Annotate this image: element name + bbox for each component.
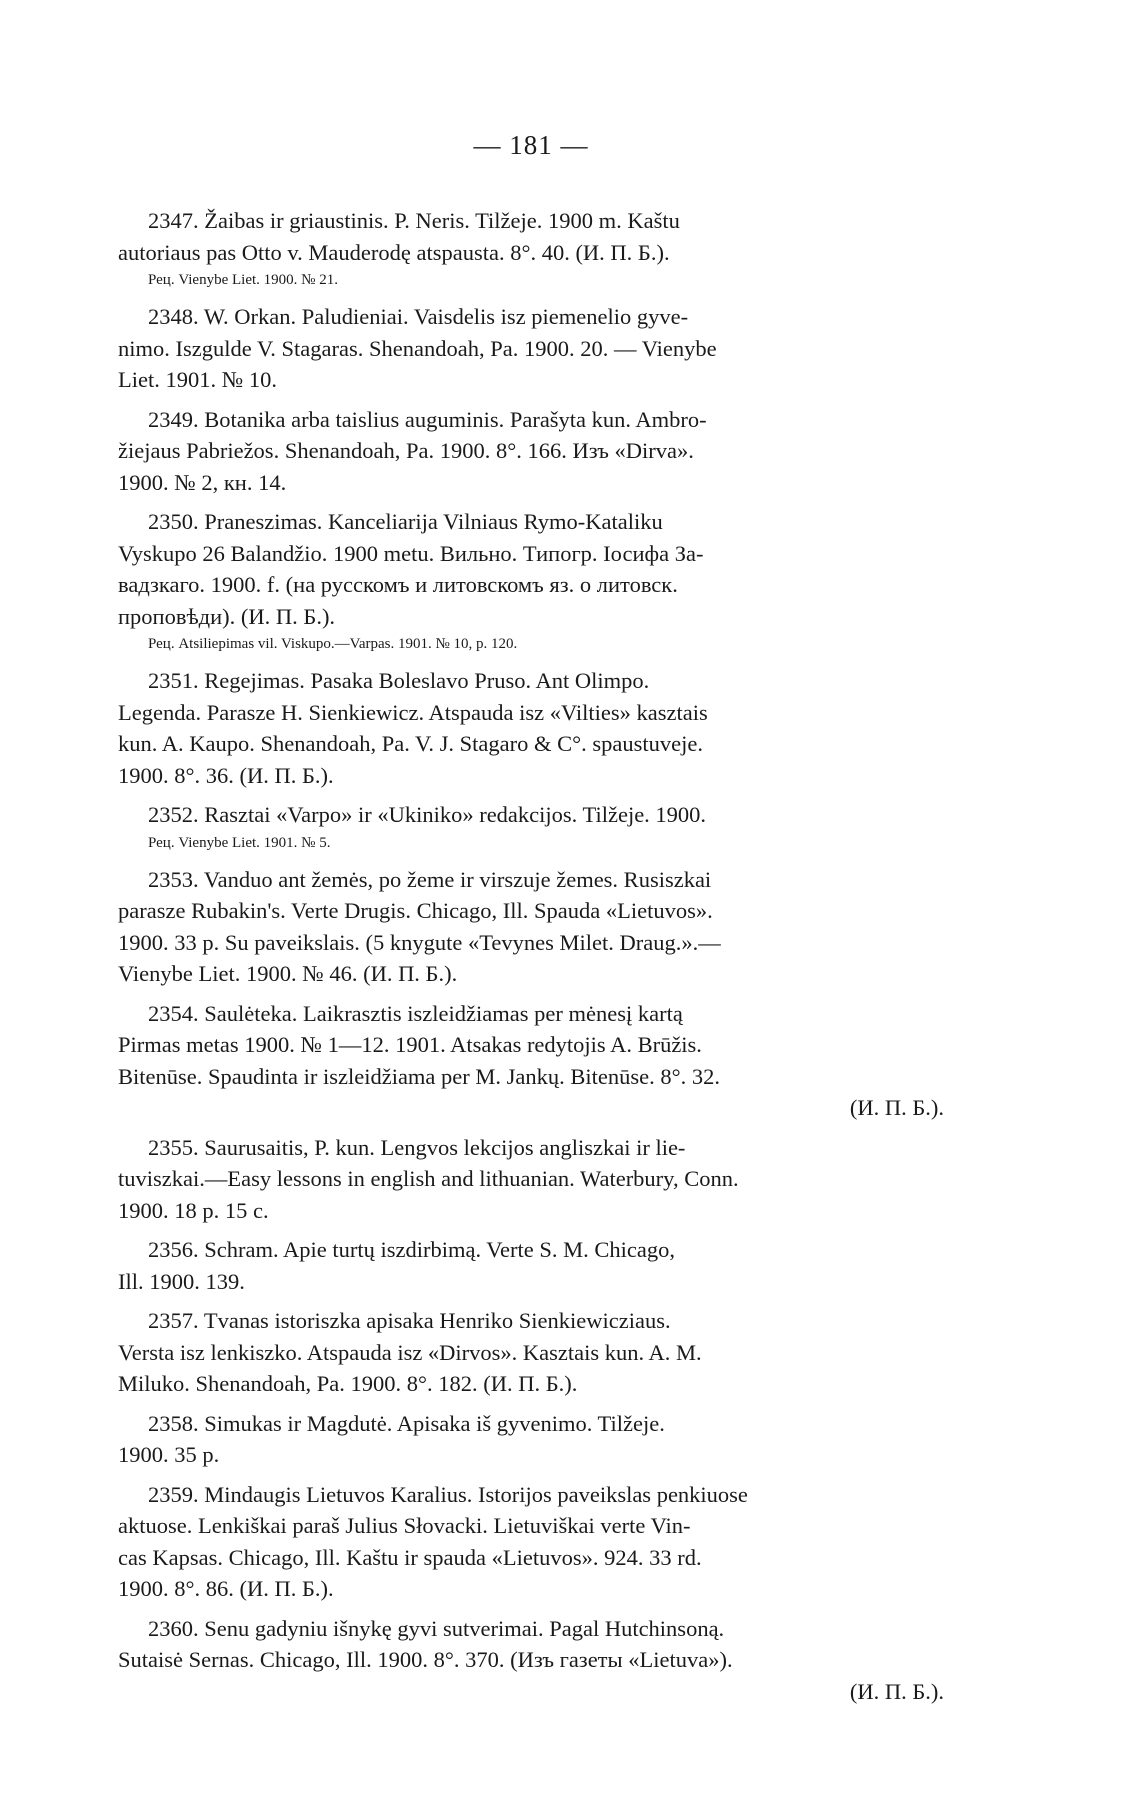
review-note: Рец. Vienybe Liet. 1900. № 21. <box>148 272 338 288</box>
entry-line: проповѣди). (И. П. Б.). <box>118 603 336 629</box>
entry-line: 2354. Saulėteka. Laikrasztis iszleidžiamas per mėnesį kartą <box>148 1000 683 1026</box>
entry-line: вадзкаго. 1900. f. (на русскомъ и литовскомъ яз. о литовск. <box>118 572 678 597</box>
entry-line: 1900. 8°. 86. (И. П. Б.). <box>118 1576 334 1601</box>
entry-line: 1900. 8°. 36. (И. П. Б.). <box>118 762 334 788</box>
entry-line: Vyskupo 26 Balandžio. 1900 metu. Вильно. Типогр. Іосифа За- <box>118 540 704 566</box>
entry-2354 <box>118 998 944 1124</box>
entry-2356 <box>118 1234 944 1297</box>
entry-2349 <box>118 404 944 499</box>
entry-line: Liet. 1901. № 10. <box>118 367 277 392</box>
entry-2352 <box>118 799 944 856</box>
entry-2358 <box>118 1408 944 1471</box>
entry-line: 2349. Botanika arba taislius auguminis. Parašyta kun. Ambro- <box>148 406 707 432</box>
entry-2360 <box>118 1613 944 1708</box>
entry-line: (И. П. Б.). <box>849 1678 944 1704</box>
entry-line: 2353. Vanduo ant žemės, po žeme ir virszuje žemes. Rusiszkai <box>148 866 712 892</box>
entry-2351 <box>118 665 944 791</box>
entry-line: 2356. Schram. Apie turtų iszdirbimą. Verte S. M. Chicago, <box>148 1237 676 1262</box>
entry-2350 <box>118 506 944 657</box>
entry-line: Versta isz lenkiszko. Atspauda isz «Dirvos». Kasztais kun. A. M. <box>118 1339 702 1365</box>
entry-2353 <box>118 864 944 990</box>
entry-2359 <box>118 1479 944 1605</box>
entry-line: 1900. 33 p. Su paveikslais. (5 knygute «Tevynes Milet. Draug.».— <box>118 929 721 955</box>
entry-line: 2357. Tvanas istoriszka apisaka Henriko Sienkiewicziaus. <box>148 1308 671 1333</box>
entry-line: 2348. W. Orkan. Paludieniai. Vaisdelis isz piemenelio gyve- <box>148 304 689 329</box>
review-note: Рец. Vienybe Liet. 1901. № 5. <box>148 834 331 851</box>
entry-line: 1900. № 2, кн. 14. <box>118 469 287 495</box>
entry-line: 2352. Rasztai «Varpo» ir «Ukiniko» redakcijos. Tilžeje. 1900. <box>148 802 707 827</box>
entry-line: 1900. 18 p. 15 c. <box>118 1197 269 1223</box>
entry-line: 2355. Saurusaitis, P. kun. Lengvos lekcijos angliszkai ir lie- <box>148 1134 686 1160</box>
entry-2348 <box>118 301 944 396</box>
entry-line: Pirmas metas 1900. № 1—12. 1901. Atsakas redytojis A. Brūžis. <box>118 1032 702 1057</box>
entry-line: žiejaus Pabriežos. Shenandoah, Pa. 1900. 8°. 166. Изъ «Dirva». <box>118 438 694 463</box>
entry-line: kun. A. Kaupo. Shenandoah, Pa. V. J. Stagaro & C°. spaustuveje. <box>118 731 703 756</box>
page <box>118 130 944 1715</box>
entry-line: 2359. Mindaugis Lietuvos Karalius. Istorijos paveikslas penkiuose <box>148 1481 748 1507</box>
entry-line: Sutaisė Sernas. Chicago, Ill. 1900. 8°. 370. (Изъ газеты «Lietuva»). <box>118 1647 733 1672</box>
entry-2355 <box>118 1132 944 1227</box>
entry-line: aktuose. Lenkiškai paraš Julius Słovacki. Lietuviškai verte Vin- <box>118 1513 691 1538</box>
page-number: — 181 — <box>473 130 589 160</box>
entry-line: tuviszkai.—Easy lessons in english and lithuanian. Waterbury, Conn. <box>118 1166 739 1191</box>
entry-line: 2358. Simukas ir Magdutė. Apisaka iš gyvenimo. Tilžeje. <box>148 1410 665 1436</box>
entry-line: cas Kapsas. Chicago, Ill. Kaštu ir spauda «Lietuvos». 924. 33 rd. <box>118 1544 702 1570</box>
entry-line: Vienybe Liet. 1900. № 46. (И. П. Б.). <box>118 961 458 986</box>
entry-line: (И. П. Б.). <box>849 1095 944 1120</box>
entry-2347 <box>118 205 944 293</box>
entry-line: Bitenūse. Spaudinta ir iszleidžiama per M. Jankų. Bitenūse. 8°. 32. <box>118 1063 721 1089</box>
entry-line: 1900. 35 p. <box>118 1442 220 1467</box>
entry-line: 2360. Senu gadyniu išnykę gyvi sutverimai. Pagal Hutchinsoną. <box>148 1615 725 1641</box>
entry-line: Ill. 1900. 139. <box>118 1268 245 1294</box>
entry-line: 2350. Praneszimas. Kanceliarija Vilniaus Rymo-Kataliku <box>148 509 663 534</box>
entry-line: Legenda. Parasze H. Sienkiewicz. Atspauda isz «Vilties» kasztais <box>118 699 708 725</box>
entry-line: 2351. Regejimas. Pasaka Boleslavo Pruso. Ant Olimpo. <box>148 668 650 693</box>
entry-line: parasze Rubakin's. Verte Drugis. Chicago, Ill. Spauda «Lietuvos». <box>118 898 713 923</box>
entry-line: Miluko. Shenandoah, Pa. 1900. 8°. 182. (И. П. Б.). <box>118 1371 578 1396</box>
entry-line: autoriaus pas Otto v. Mauderodę atspausta. 8°. 40. (И. П. Б.). <box>118 239 670 265</box>
entry-line: 2347. Žaibas ir griaustinis. P. Neris. Tilžeje. 1900 m. Kaštu <box>148 208 680 233</box>
entry-line: nimo. Iszgulde V. Stagaras. Shenandoah, Pa. 1900. 20. — Vienybe <box>118 335 717 361</box>
review-note: Рец. Atsiliepimas vil. Viskupo.—Varpas. 1901. № 10, p. 120. <box>148 636 518 652</box>
entry-2357 <box>118 1305 944 1400</box>
